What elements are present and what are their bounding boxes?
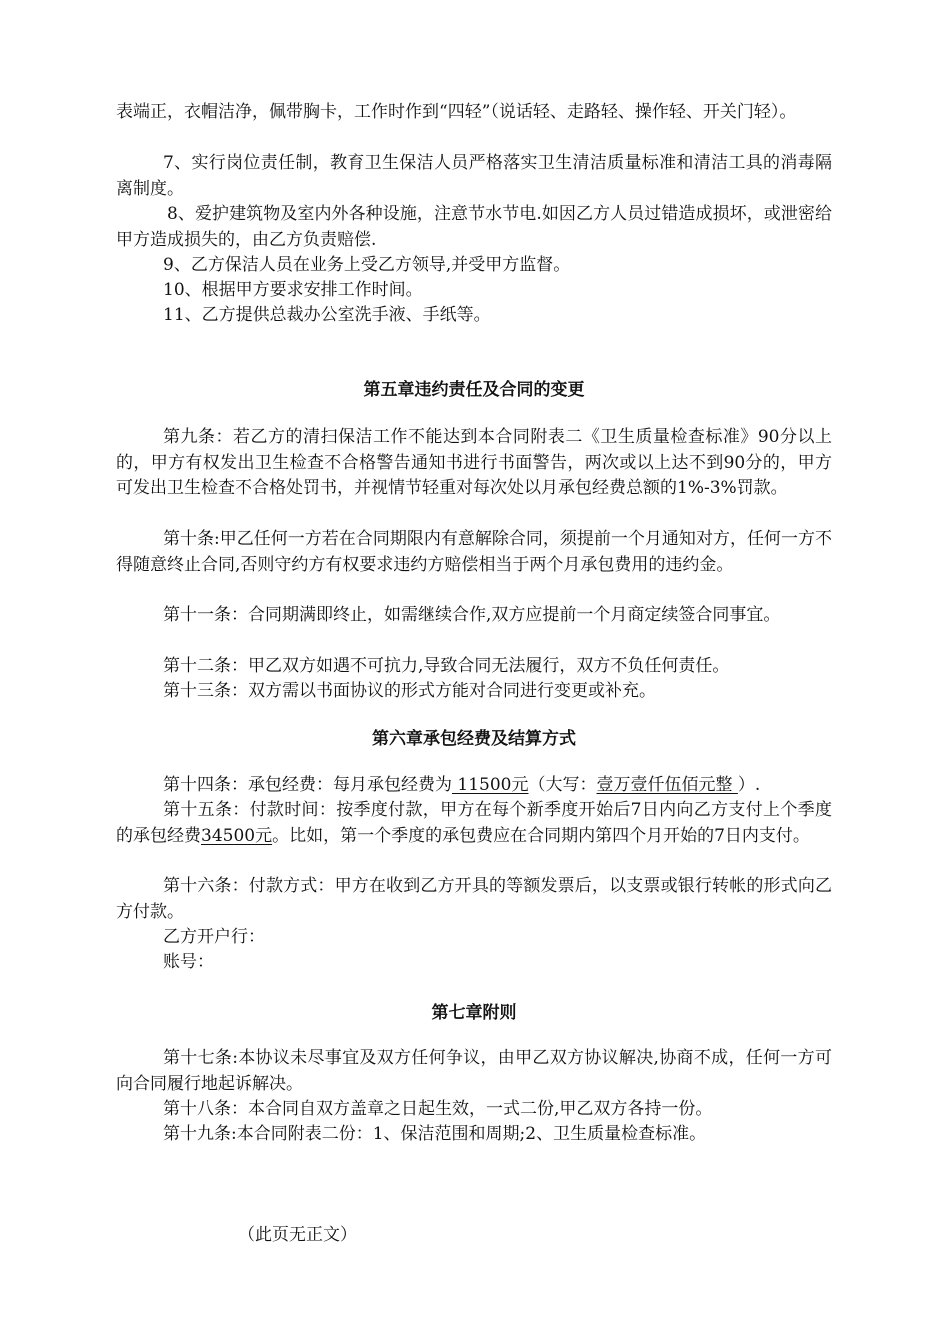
article-12: 第十二条：甲乙双方如遇不可抗力,导致合同无法履行，双方不负任何责任。 [163,656,730,676]
article-13: 第十三条：双方需以书面协议的形式方能对合同进行变更或补充。 [163,681,656,701]
item-9: 9、乙方保洁人员在业务上受乙方领导,并受甲方监督。 [163,255,571,275]
item-11: 11、乙方提供总裁办公室洗手液、手纸等。 [163,305,491,325]
chapter-7-title: 第七章附则 [431,1003,517,1023]
chapter-6-title: 第六章承包经费及结算方式 [372,729,576,749]
article-16: 第十六条：付款方式：甲方在收到乙方开具的等额发票后，以支票或银行转帐的形式向乙方付款。 [116,876,832,922]
article-14-prefix: 第十四条：承包经费：每月承包经费为 [163,775,452,795]
account-label: 账号： [163,952,214,972]
article-10: 第十条:甲乙任何一方若在合同期限内有意解除合同，须提前一个月通知对方，任何一方不得随意终止合同,否则守约方有权要求违约方赔偿相当于两个月承包费用的违约金。 [116,529,832,575]
article-9: 第九条：若乙方的清扫保洁工作不能达到本合同附表二《卫生质量检查标准》90分以上的，甲方有权发出卫生检查不合格警告通知书进行书面警告，两次或以上达不到90分的，甲方可发出卫生检查不合格处罚书，并视情节轻重对每次处以月承包经费总额的1%-3%罚款。 [116,427,832,498]
paragraph-dress-code: 表端正，衣帽洁净，佩带胸卡，工作时作到“四轻”（说话轻、走路轻、操作轻、开关门轻）。 [116,102,797,122]
footer-note: （此页无正文） [238,1225,357,1245]
item-7: 7、实行岗位责任制，教育卫生保洁人员严格落实卫生清洁质量标准和清洁工具的消毒隔离制度。 [116,153,832,199]
chapter-5-title: 第五章违约责任及合同的变更 [363,380,585,400]
article-15 [116,798,832,849]
article-17: 第十七条:本协议未尽事宜及双方任何争议，由甲乙双方协议解决,协商不成，任何一方可向合同履行地起诉解决。 [116,1048,832,1094]
monthly-fee-in-words: 壹万壹仟伍佰元整 [596,775,738,795]
item-8: 8、爱护建筑物及室内外各种设施，注意节水节电.如因乙方人员过错造成损坏，或泄密给甲方造成损失的，由乙方负责赔偿. [116,204,832,250]
article-14-middle: （大写： [528,775,597,795]
quarterly-fee-amount: 34500元 [201,825,273,846]
item-10: 10、根据甲方要求安排工作时间。 [163,280,423,300]
monthly-fee-amount: 11500元 [452,775,529,795]
article-15-prefix: 第十五条：付款时间：按季度付款，甲方在每个新季度开始后7日内向乙方支付上个季度的承包经费 [116,800,832,846]
article-14 [116,773,832,799]
article-18: 第十八条：本合同自双方盖章之日起生效，一式二份,甲乙双方各持一份。 [163,1099,713,1119]
article-19: 第十九条:本合同附表二份：1、保洁范围和周期;2、卫生质量检查标准。 [163,1124,707,1144]
article-11: 第十一条：合同期满即终止，如需继续合作,双方应提前一个月商定续签合同事宜。 [163,605,781,625]
article-15-suffix: 。比如，第一个季度的承包费应在合同期内第四个月开始的7日内支付。 [272,825,810,846]
article-14-suffix: ）. [737,775,761,795]
bank-label: 乙方开户行： [163,927,265,947]
